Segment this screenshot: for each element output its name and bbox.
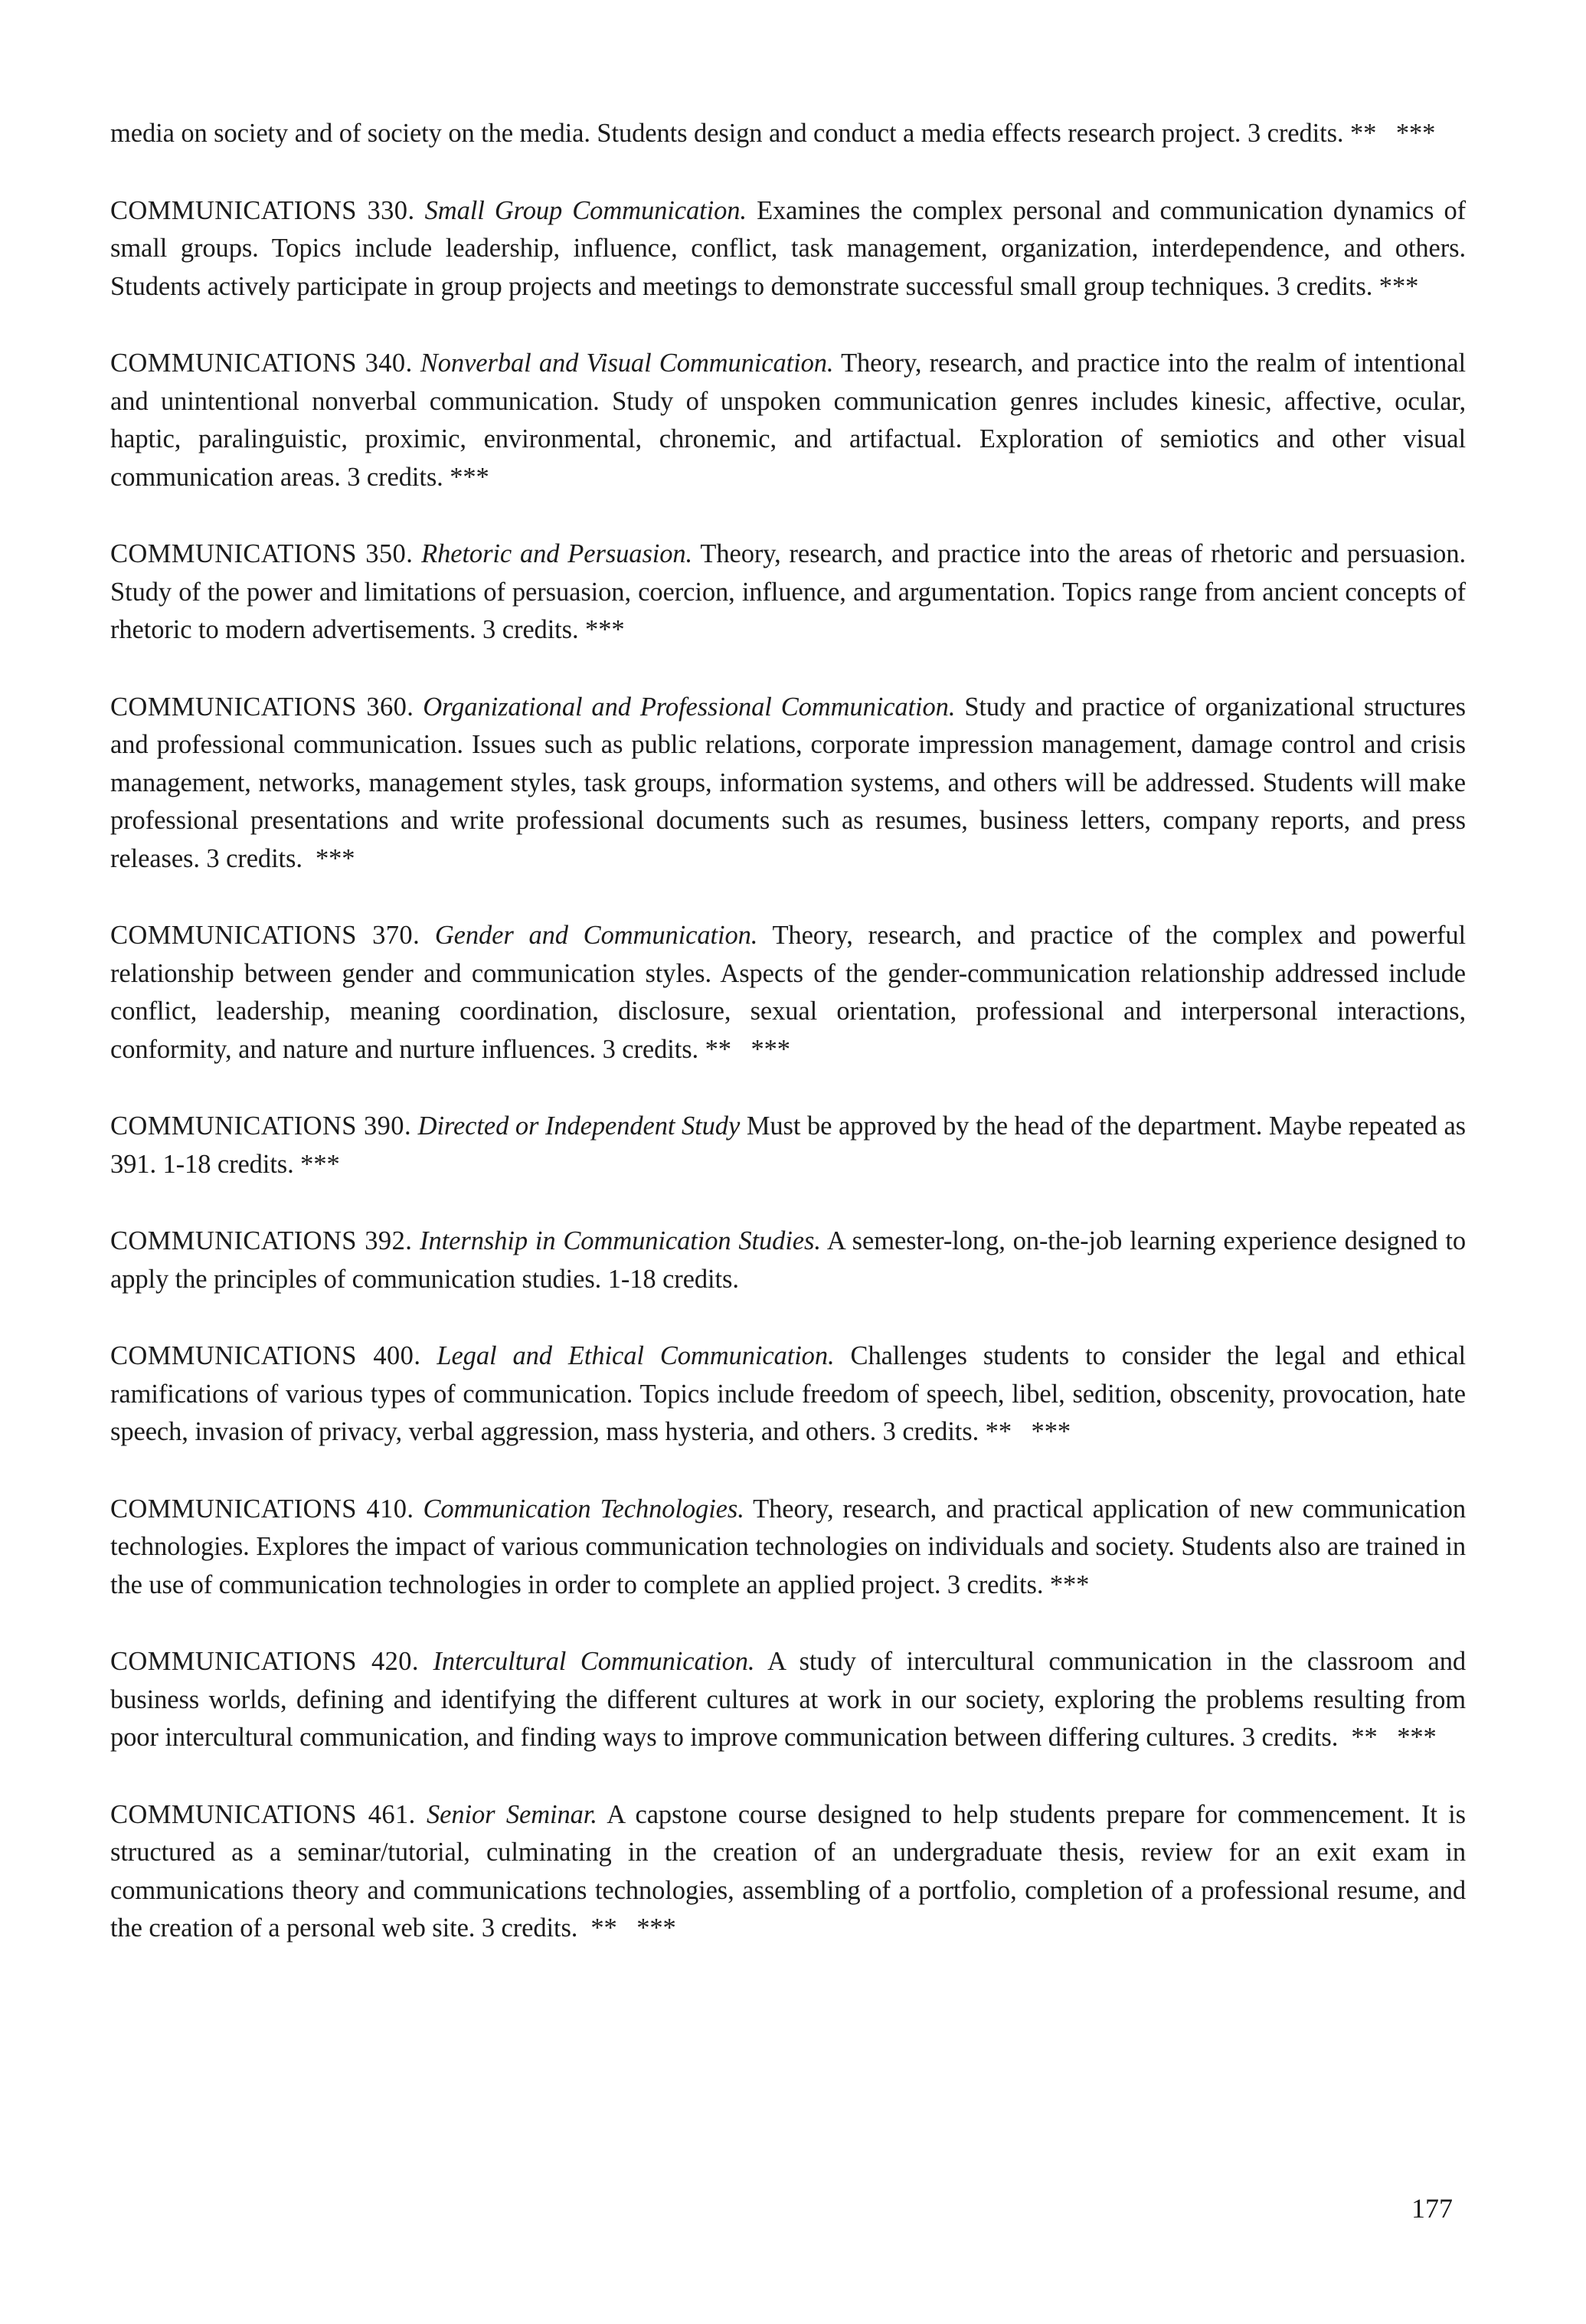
course-description: Theory, research, and practice into the realm of intentional and unintentional nonverbal communication. Study of unspoken communication genres includes kinesic, affective, ocular, haptic, paralinguistic, proximic, environmental, chronemic, and artifactual. Exploration of semiotics and other visual communication areas. 3 credits.	[110, 349, 1466, 492]
course-code: COMMUNICATIONS 350.	[110, 539, 414, 568]
course-code: COMMUNICATIONS 390.	[110, 1111, 411, 1141]
course-entry-330	[110, 192, 1466, 306]
course-description: Challenges students to consider the legal and ethical ramifications of various types of communication. Topics include freedom of speech, libel, sedition, obscenity, provocation, hate speech, invasion of privacy, verbal aggression, mass hysteria, and others. 3 credits.	[110, 1341, 1467, 1446]
course-marks: ***	[302, 843, 355, 873]
course-description: A study of intercultural communication in the classroom and business worlds, defining and identifying the different cultures at work in our society, exploring the problems resulting from poor intercultural communication, and finding ways to improve communication between differing cultures. 3 credits.	[110, 1647, 1466, 1752]
course-entry-370	[110, 917, 1466, 1069]
course-title: Nonverbal and Visual Communication.	[420, 349, 834, 378]
course-title: Senior Seminar.	[427, 1799, 597, 1829]
course-marks: ***	[578, 615, 625, 644]
course-title: Communication Technologies.	[423, 1494, 744, 1524]
continued-text: media on society and of society on the media. Students design and conduct a media effects research project. 3 credits.	[110, 119, 1344, 148]
course-title: Legal and Ethical Communication.	[437, 1341, 835, 1370]
course-entry-410	[110, 1491, 1466, 1605]
course-marks: ** ***	[1343, 119, 1436, 148]
course-description: Examines the complex personal and communication dynamics of small groups. Topics include leadership, influence, conflict, task management, organization, interdependence, and others. Students actively participate in group projects and meetings to demonstrate successful small group techniques. 3 credits.	[110, 195, 1467, 301]
course-code: COMMUNICATIONS 400.	[110, 1341, 421, 1370]
page-number: 177	[1411, 2193, 1453, 2224]
course-entry-400	[110, 1337, 1466, 1452]
course-title: Organizational and Professional Communication.	[423, 692, 956, 722]
course-marks: ** ***	[1338, 1723, 1437, 1752]
course-marks: ** ***	[577, 1913, 676, 1943]
course-entry-392	[110, 1223, 1466, 1298]
course-entry-350	[110, 535, 1466, 650]
course-title: Gender and Communication.	[434, 921, 758, 950]
course-title: Intercultural Communication.	[433, 1647, 755, 1676]
course-marks: ** ***	[979, 1417, 1071, 1446]
course-code: COMMUNICATIONS 330.	[110, 195, 415, 225]
course-description: Theory, research, and practice into the areas of rhetoric and persuasion. Study of the power and limitations of persuasion, coercion, influence, and argumentation. Topics range from ancient concepts of rhetoric to modern advertisements. 3 credits.	[110, 539, 1466, 644]
course-code: COMMUNICATIONS 420.	[110, 1647, 419, 1676]
course-description: A capstone course designed to help students prepare for commencement. It is structured as a seminar/tutorial, culminating in the creation of an undergraduate thesis, review for an exit exam in communications theory and communications technologies, assembling of a portfolio, completion of a professional resume, and the creation of a personal web site. 3 credits.	[110, 1799, 1466, 1943]
course-entry-390	[110, 1108, 1466, 1183]
course-marks: ** ***	[698, 1034, 790, 1064]
course-catalog-page	[110, 115, 1466, 1987]
course-entry-360	[110, 689, 1466, 879]
course-code: COMMUNICATIONS 461.	[110, 1799, 416, 1829]
course-code: COMMUNICATIONS 340.	[110, 349, 413, 378]
continued-course-description	[110, 115, 1466, 153]
course-marks: ***	[1043, 1570, 1090, 1599]
course-title: Rhetoric and Persuasion.	[421, 539, 693, 568]
course-code: COMMUNICATIONS 370.	[110, 921, 420, 950]
course-title: Directed or Independent Study	[417, 1111, 741, 1141]
course-code: COMMUNICATIONS 410.	[110, 1494, 414, 1524]
course-entry-461	[110, 1796, 1466, 1948]
course-description: Study and practice of organizational structures and professional communication. Issues such as public relations, corporate impression management, damage control and crisis management, networks, management styles, task groups, information systems, and others will be addressed. Students will make professional presentations and write professional documents such as resumes, business letters, company reports, and press releases. 3 credits.	[110, 692, 1466, 873]
course-description: A semester-long, on-the-job learning experience designed to apply the principles of communication studies. 1-18 credits.	[110, 1226, 1466, 1294]
course-description: Theory, research, and practical application of new communication technologies. Explores the impact of various communication technologies on individuals and society. Students also are trained in the use of communication technologies in order to complete an applied project. 3 credits.	[110, 1494, 1466, 1599]
course-code: COMMUNICATIONS 392.	[110, 1226, 413, 1255]
course-entry-420	[110, 1643, 1466, 1757]
course-marks: ***	[443, 462, 489, 492]
course-code: COMMUNICATIONS 360.	[110, 692, 414, 722]
course-title: Internship in Communication Studies.	[420, 1226, 821, 1255]
course-marks: ***	[293, 1149, 340, 1179]
course-title: Small Group Communication.	[424, 195, 747, 225]
course-marks: ***	[1372, 271, 1419, 301]
course-description: Theory, research, and practice of the complex and powerful relationship between gender and communication styles. Aspects of the gender-communication relationship addressed include conflict, leadership, meaning coordination, disclosure, sexual orientation, professional and interpersonal interactions, conformity, and nature and nurture influences. 3 credits.	[110, 921, 1466, 1064]
course-description: Must be approved by the head of the department. Maybe repeated as 391. 1-18 credits.	[110, 1111, 1467, 1179]
course-entry-340	[110, 345, 1466, 496]
